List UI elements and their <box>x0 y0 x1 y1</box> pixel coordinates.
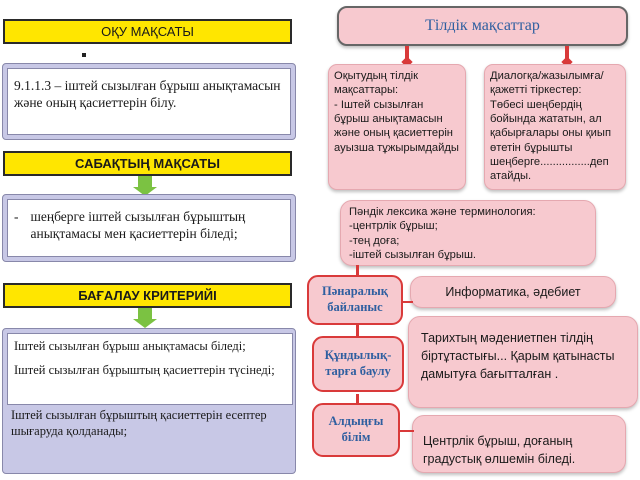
marker-dot <box>82 53 86 57</box>
lesson-objective-item <box>7 199 291 257</box>
lesson-objective-text: шеңберге іштей сызылған бұрыштың анықтамасы мен қасиеттерін біледі; <box>30 209 246 242</box>
criteria-box-1 <box>7 333 293 405</box>
prior-knowledge-label: Алдыңғы білім <box>312 403 400 457</box>
assessment-criteria-panel <box>2 328 296 474</box>
assessment-criteria-header <box>3 283 292 308</box>
objectives-header <box>3 19 292 44</box>
interdisciplinary-label: Пәнаралық байланыс <box>307 275 403 325</box>
objectives-text: 9.1.1.3 – іштей сызылған бұрыш анықтамасын және оның қасиеттерін білу. <box>7 68 291 135</box>
language-goals-title-label: Тілдік мақсаттар <box>425 17 540 34</box>
objectives-panel <box>2 63 296 140</box>
lesson-objectives-header-label: САБАҚТЫҢ МАҚСАТЫ <box>75 156 220 171</box>
criteria-item: Іштей сызылған бұрыштың қасиеттерін есептер шығаруда қолданады; <box>11 408 267 438</box>
down-arrow-icon-2 <box>138 308 152 320</box>
language-goals-title <box>337 6 628 46</box>
criteria-item: Іштей сызылған бұрыштың қасиеттерін түсінеді; <box>14 363 275 377</box>
lexicon-terminology-box: Пәндік лексика және терминология: -центрлік бұрыш; -тең доға; -іштей сызылған бұрыш. <box>340 200 596 266</box>
teacher-language-goals-box: Оқытудың тілдік мақсаттары: - Іштей сызылған бұрыш анықтамасын және оның қасиеттерін ауызша тұжырымдайды <box>328 64 466 190</box>
assessment-criteria-header-label: БАҒАЛАУ КРИТЕРИЙІ <box>78 288 217 303</box>
lesson-objectives-header <box>3 151 292 176</box>
connector-h-2 <box>400 430 414 432</box>
connector-h-1 <box>403 301 413 303</box>
down-arrow-icon <box>138 176 152 188</box>
values-text: Тарихтың мәдениетпен тілдің біртұтастығы... Қарым қатынасты дамытуға бағытталған . <box>408 316 638 408</box>
lesson-objectives-panel <box>2 194 296 262</box>
prior-knowledge-text: Центрлік бұрыш, доғаның градустық өлшемін біледі. <box>412 415 626 473</box>
dialogue-phrases-box: Диалогқа/жазылымға/ қажетті тіркестер: Төбесі шеңбердің бойында жататын, ал қабырғалары оны қиып өтетін бұрышты шеңберге................деп атайды. <box>484 64 626 190</box>
bullet-dash: - <box>14 209 19 224</box>
objectives-header-label: ОҚУ МАҚСАТЫ <box>101 24 194 39</box>
criteria-item: Іштей сызылған бұрыш анықтамасы біледі; <box>14 339 246 353</box>
values-label: Құндылық-тарға баулу <box>312 336 404 392</box>
interdisciplinary-text: Информатика, әдебиет <box>410 276 616 308</box>
